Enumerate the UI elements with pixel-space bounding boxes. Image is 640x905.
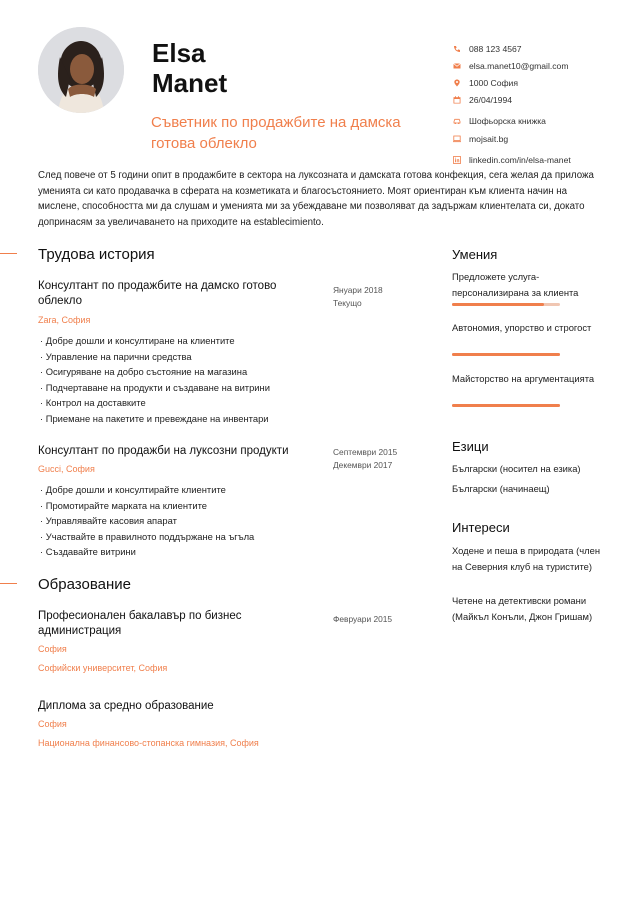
education-city-2: София	[38, 719, 67, 729]
skill-2: Автономия, упорство и строгост	[452, 322, 592, 333]
contact-address	[453, 74, 633, 91]
work-section-title: Трудова история	[38, 246, 155, 263]
phone-text: 088 123 4567	[469, 43, 522, 54]
skill-bar-2	[452, 353, 560, 356]
job-end-1: Текущо	[333, 298, 362, 308]
avatar-illustration	[38, 27, 124, 113]
job-company-1: Zara, София	[38, 315, 91, 325]
skill-bar-1	[452, 303, 560, 306]
linkedin-icon	[453, 156, 461, 164]
contact-birthdate	[453, 92, 633, 109]
email-icon	[453, 62, 461, 70]
skill-bar-fill-1	[452, 303, 544, 306]
list-item: · Добре дошли и консултиране на клиентите	[40, 333, 270, 349]
skill-3: Майсторство на аргументацията	[452, 373, 595, 384]
calendar-icon	[453, 96, 461, 104]
website-icon	[453, 135, 461, 143]
contact-license	[453, 113, 633, 130]
job-dates-1	[333, 284, 383, 310]
list-item: · Управлявайте касовия апарат	[40, 513, 254, 529]
address-text: 1000 София	[469, 77, 519, 88]
job-company-2: Gucci, София	[38, 464, 95, 474]
list-item: · Осигуряване на добро състояние на магазина	[40, 364, 270, 380]
birthdate-text: 26/04/1994	[469, 95, 513, 106]
interest-2: Четене на детективски романи (Майкъл Конъли, Джон Гришам)	[452, 595, 593, 622]
section-marker-education	[0, 583, 17, 584]
list-item: · Участвайте в правилното поддържане на ъгъла	[40, 529, 254, 545]
car-icon	[453, 117, 461, 125]
interest-1: Ходене и пеша в природата (член на Северния клуб на туристите)	[452, 545, 600, 572]
education-date-1: Февруари 2015	[333, 614, 393, 624]
list-item: · Създавайте витрини	[40, 544, 254, 560]
skill-bar-fill-2	[452, 353, 560, 356]
education-title-1: Професионален бакалавър по бизнес администрация	[38, 610, 242, 637]
contact-list	[453, 40, 633, 168]
job-end-2: Декември 2017	[333, 460, 393, 470]
candidate-name	[152, 38, 227, 98]
skill-bar-fill-3	[452, 404, 560, 407]
section-marker-work	[0, 253, 17, 254]
job-title-2: Консултант по продажби на луксозни продукти	[38, 445, 289, 457]
skill-1: Предложете услуга-персонализирана за клиента	[452, 271, 579, 298]
skill-bar-3	[452, 404, 560, 407]
linkedin-text: linkedin.com/in/elsa-manet	[469, 154, 571, 165]
contact-website[interactable]	[453, 130, 633, 147]
job-start-2: Септември 2015	[333, 447, 398, 457]
education-school-1: Софийски университет, София	[38, 663, 168, 673]
last-name: Manet	[152, 68, 228, 98]
list-item: · Приемане на пакетите и превеждане на инвентари	[40, 411, 270, 427]
job-bullets-1	[40, 333, 270, 426]
job-start-1: Януари 2018	[333, 285, 383, 295]
license-text: Шофьорска книжка	[469, 116, 546, 127]
education-section-title: Образование	[38, 576, 131, 593]
language-2: Български (начинаещ)	[452, 483, 550, 494]
list-item: · Контрол на доставките	[40, 395, 270, 411]
job-bullets-2	[40, 482, 254, 560]
job-title-1: Консултант по продажбите на дамско готово облекло	[38, 280, 277, 307]
website-text: mojsait.bg	[469, 133, 509, 144]
list-item: · Промотирайте марката на клиентите	[40, 498, 254, 514]
language-1: Български (носител на езика)	[452, 463, 581, 474]
languages-section-title: Езици	[452, 439, 489, 454]
contact-phone	[453, 40, 633, 57]
list-item: · Добре дошли и консултирайте клиентите	[40, 482, 254, 498]
email-text: elsa.manet10@gmail.com	[469, 60, 569, 71]
interests-section-title: Интереси	[452, 520, 510, 535]
contact-email[interactable]	[453, 57, 633, 74]
job-title: Съветник по продажбите на дамска готова облекло	[151, 114, 401, 152]
education-city-1: София	[38, 644, 67, 654]
phone-icon	[453, 45, 461, 53]
job-dates-2	[333, 446, 397, 472]
location-icon	[453, 79, 461, 87]
profile-photo	[38, 27, 124, 113]
skills-section-title: Умения	[452, 247, 498, 262]
profile-summary: След повече от 5 години опит в продажбите в сектора на луксозната и дамската готова конфекция, сега желая да приложа уменията си като продавачка в сферата на козметиката и благосъстоянието. Моят ориентиран към клиента начин на мислене, способността ми да слушам и уменията ми за убеждаване ми позволяват да задържам клиентелата си, докато допринасям за увеличаването на приходите на establecimiento.	[38, 170, 594, 228]
list-item: · Управление на парични средства	[40, 349, 270, 365]
list-item: · Подчертаване на продукти и създаване на витрини	[40, 380, 270, 396]
education-school-2: Национална финансово-стопанска гимназия, София	[38, 738, 259, 748]
first-name: Elsa	[152, 38, 206, 68]
education-title-2: Диплома за средно образование	[38, 700, 214, 712]
contact-linkedin[interactable]	[453, 151, 633, 168]
